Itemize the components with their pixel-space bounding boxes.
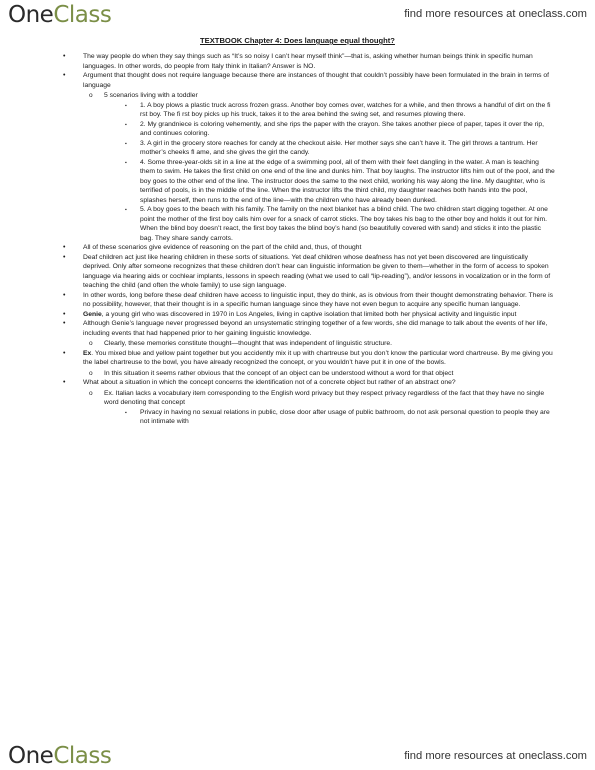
bullet-text (140, 158, 555, 206)
bullet-text (140, 139, 555, 158)
bullet-text (83, 349, 555, 368)
bullet-marker: ▪ (125, 140, 127, 147)
bullet-marker: ▪ (125, 409, 127, 416)
bullet-item-level-3 (0, 158, 595, 206)
bullet-item-level-1 (0, 319, 595, 338)
page-footer (0, 740, 595, 770)
bullet-body: Although Genie’s language never progressed beyond an unsystematic stringing together of a few words, she did manage to talk about the events of her life, including events that had happened prior to her gaining linguistic knowledge. (83, 320, 548, 337)
bullet-text (140, 205, 555, 243)
bullet-marker: • (63, 253, 66, 261)
bullet-body: Ex. Italian lacks a vocabulary item corresponding to the English word privacy but they respect privacy regardless of the fact that they have no single word denoting that concept (104, 389, 545, 406)
bullet-text (83, 378, 555, 388)
bullet-item-level-2 (0, 389, 595, 408)
bullet-marker: o (89, 369, 93, 377)
bullet-marker: • (63, 72, 66, 79)
bullet-marker: o (89, 340, 93, 347)
bullet-body: 1. A boy plows a plastic truck across frozen grass. Another boy comes over, watches for a while, and then throws a handful of dirt on the fi rst boy. The fi rst boy picks up his truck, takes it to the area behind the swing set, and resumes plowing there. (140, 101, 551, 118)
bullet-item-level-2 (0, 369, 595, 379)
bullet-body: 4. Some three-year-olds sit in a line at the edge of a swimming pool, all of them with their feet dangling in the water. A man is teaching them to swim. He takes the first child on one end of the line and dunks him. That boy laughs. The instructor lifts him out of the pool, and the boy goes to the other end of the line. The instructor does the same to the next child, working his way along the line. My daughter, who is terrified of pools, is in the middle of the line. When the instructor lifts the third child, my daughter reaches both hands into the pool, splashes herself, then runs to the end of the line—with the children who have already been dunked. (140, 158, 555, 204)
bullet-body: , a young girl who was discovered in 1970 in Los Angeles, living in captive isolation that limited both her physical activity and linguistic input (101, 310, 517, 318)
bullet-text (83, 319, 555, 338)
footer-tagline[interactable]: find more resources at oneclass.com (404, 750, 587, 762)
bullet-body: 2. My grandniece is coloring vehemently, and she rips the paper with the crayon. She takes another piece of paper, tapes it over the rip, and continues coloring. (140, 120, 544, 137)
bullet-text (140, 120, 555, 139)
bullet-item-level-1 (0, 349, 595, 368)
bullet-body: . You mixed blue and yellow paint together but you accidently mix it up with chartreuse but you don’t know the particular word chartreuse. By me giving you the label chartreuse to the bowl, you have already recognized the concept, or you wouldn’t have put it in one of the bowls. (83, 349, 553, 366)
bullet-item-level-3 (0, 408, 595, 427)
bullet-item-level-1 (0, 243, 595, 253)
document-body (0, 36, 595, 427)
bullet-item-level-2 (0, 91, 595, 101)
logo-suffix: Class (53, 2, 112, 28)
bullet-marker: ▪ (125, 207, 127, 213)
bullet-text (104, 389, 555, 408)
bullet-body: The way people do when they say things such as “It’s so noisy I can’t hear myself think”—that is, asking whether human beings think in specific human languages. In other words, do people from Italy think in Italian? Answer is NO. (83, 53, 533, 70)
bullet-marker: ▪ (125, 121, 127, 128)
bullet-marker: • (63, 379, 66, 386)
bullet-body: 5 scenarios living with a toddler (104, 92, 198, 99)
page-header (0, 0, 595, 30)
bullet-body: All of these scenarios give evidence of reasoning on the part of the child and, thus, of thought (83, 244, 362, 251)
bullet-text (83, 291, 555, 310)
bullet-item-level-1 (0, 52, 595, 71)
oneclass-logo[interactable] (8, 2, 111, 28)
bullet-text (140, 408, 555, 427)
bullet-body: In other words, long before these deaf children have access to linguistic input, they do think, as is obvious from their thought demonstrating behavior. There is no possibility, however, that their thought is in a specific human language since they have not even begun to acquire any specific human language. (83, 291, 554, 308)
bullet-text (104, 91, 555, 101)
bold-term: Genie (83, 310, 102, 318)
bullet-item-level-1 (0, 71, 595, 90)
bullet-body: What about a situation in which the concept concerns the identification not of a concrete object but rather of an abstract one? (83, 379, 456, 386)
bullet-text (83, 243, 555, 253)
bullet-marker: ▪ (125, 159, 127, 166)
logo-suffix: Class (53, 743, 112, 769)
bullet-body: Privacy in having no sexual relations in public, close door after usage of public bathroom, do not ask personal question to people they are not intimate with (140, 408, 550, 425)
bullet-marker: • (63, 310, 66, 318)
oneclass-logo-footer[interactable] (8, 743, 111, 769)
bullet-marker: • (63, 349, 66, 357)
bullet-marker: • (63, 244, 66, 251)
bullet-text (83, 310, 555, 320)
bullet-item-level-3 (0, 139, 595, 158)
bullet-body: 5. A boy goes to the beach with his family. The family on the next blanket has a blind child. The two children start digging together. At one point the mother of the first boy calls him over for a snack of carrot sticks. The boy takes his bag to the other boy and holds it out for him. When the blind boy doesn’t react, the first boy takes the blind boy’s hand (so beautifully covered with sand) and sticks it into the plastic bag. They share sandy carrots. (140, 206, 548, 242)
bullet-marker: o (89, 92, 93, 99)
bullet-item-level-1 (0, 378, 595, 388)
document-title: TEXTBOOK Chapter 4: Does language equal thought? (200, 36, 395, 45)
bullet-text (104, 369, 555, 379)
bullet-item-level-1 (0, 253, 595, 291)
bullet-text (104, 339, 555, 349)
bullet-body: In this situation it seems rather obvious that the concept of an object can be understood without a word for that object (104, 369, 454, 377)
bullet-item-level-2 (0, 339, 595, 349)
bullet-item-level-1 (0, 310, 595, 320)
bullet-body: Clearly, these memories constitute thought—thought that was independent of linguistic structure. (104, 340, 393, 347)
bullet-body: 3. A girl in the grocery store reaches for candy at the checkout aisle. Her mother says she can’t have it. The girl throws a tantrum. Her mother’s cheeks fl ame, and she gives the girl the candy. (140, 139, 538, 156)
bullet-body: Deaf children act just like hearing children in these sorts of situations. Yet deaf children whose deafness has not yet been discovered are linguistically deprived. Only after someone recognizes that these children don’t hear can linguistic information be given to them—whether in the form of access to spoken language via hearing aids or cochlear implants, lessons in speech reading (what we used to call “lip-reading”), and/or lessons in vocalization or in the form of teaching the child (and often the whole family) to use sign language. (83, 253, 551, 289)
bullet-text (83, 52, 555, 71)
bullet-item-level-3 (0, 101, 595, 120)
bullet-marker: • (63, 320, 66, 327)
bullet-body: Argument that thought does not require language because there are instances of thought that couldn’t possibly have been formulated in the brain in terms of language (83, 72, 550, 89)
bullet-marker: • (63, 53, 66, 60)
bullet-marker: ▪ (125, 102, 127, 109)
bold-term: Ex (83, 349, 92, 357)
bullet-item-level-3 (0, 120, 595, 139)
bullet-marker: • (63, 291, 66, 299)
logo-prefix: One (8, 743, 54, 769)
bullet-marker: o (89, 389, 93, 397)
bullet-text (140, 101, 555, 120)
bullet-item-level-1 (0, 291, 595, 310)
header-tagline[interactable]: find more resources at oneclass.com (404, 8, 587, 20)
notes-list (0, 52, 595, 427)
logo-prefix: One (8, 2, 54, 28)
bullet-text (83, 71, 555, 90)
bullet-item-level-3 (0, 205, 595, 243)
bullet-text (83, 253, 555, 291)
